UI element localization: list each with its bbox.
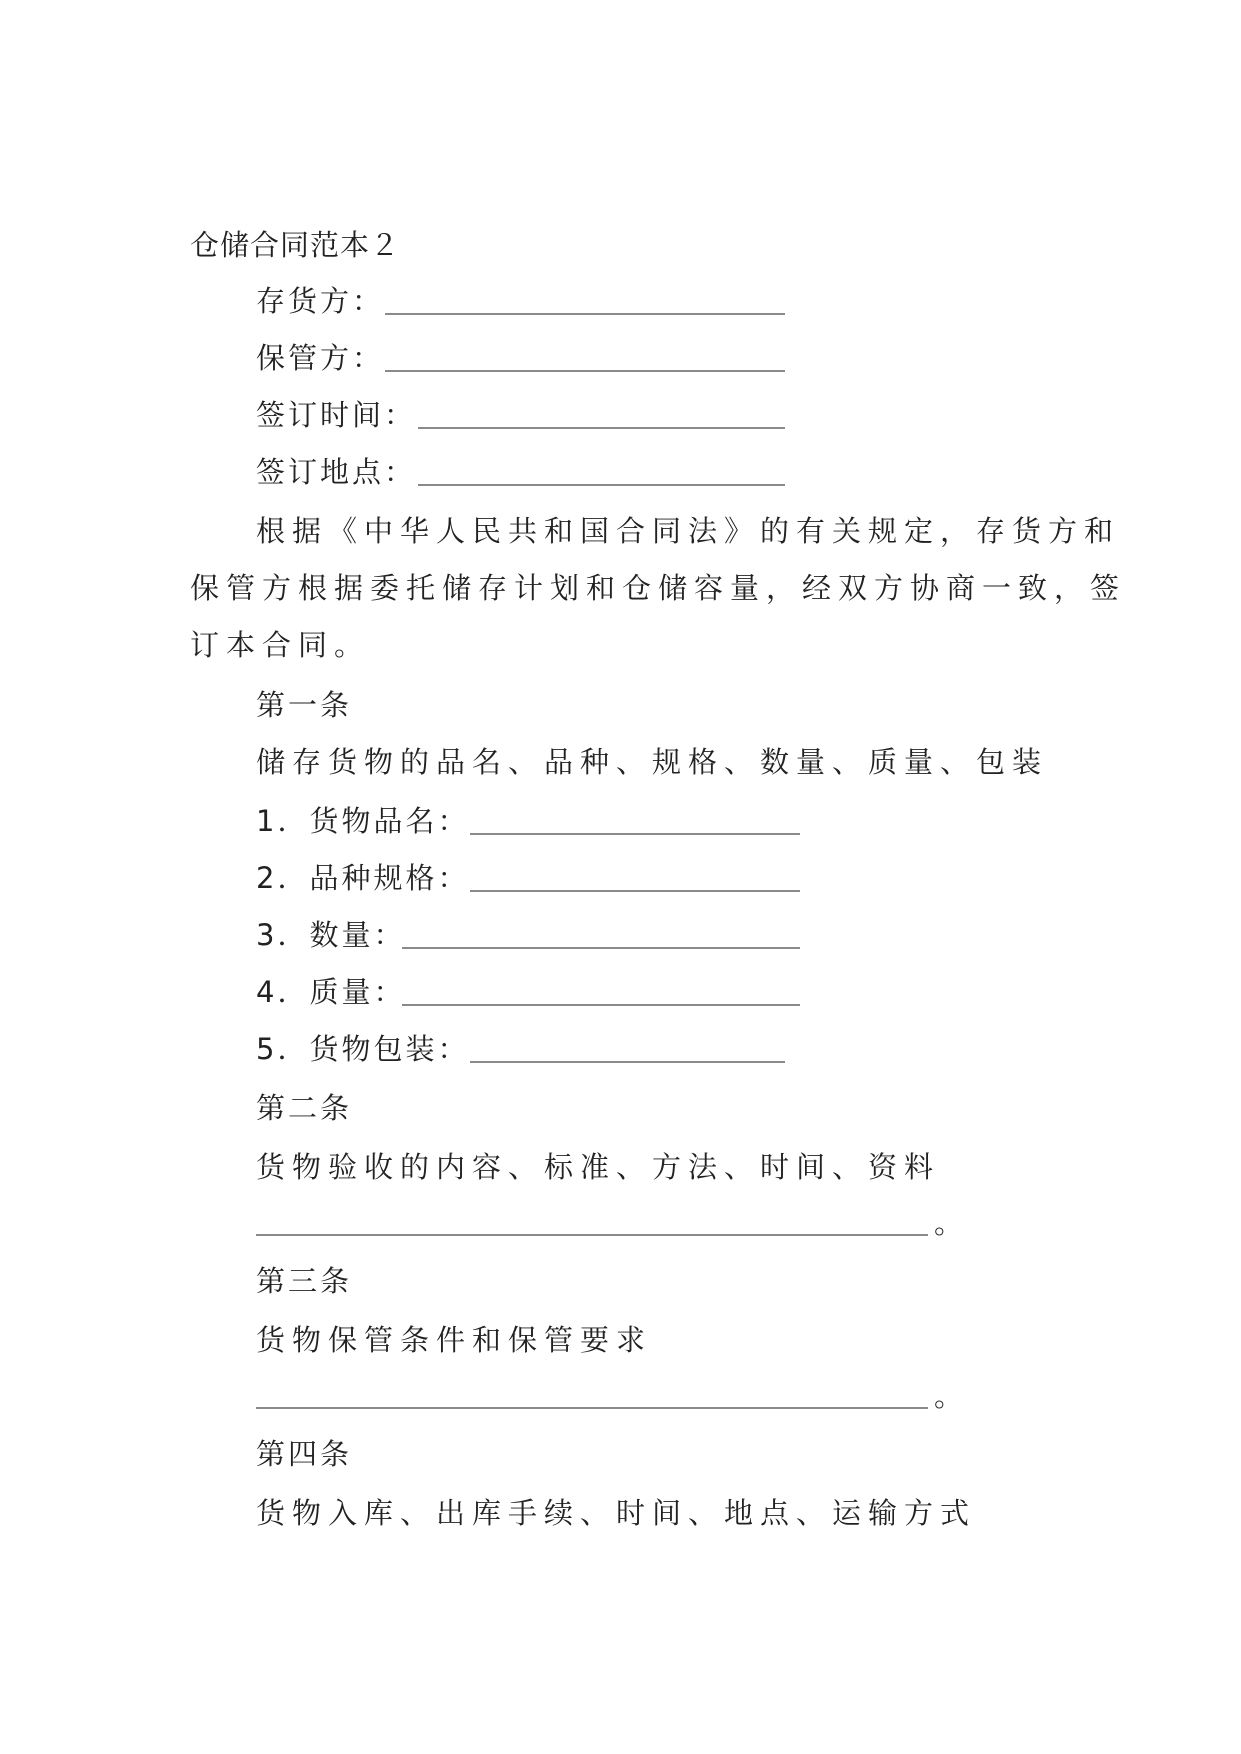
depositor-blank[interactable]: [385, 313, 785, 315]
article1-item-2: 2．品种规格：: [256, 861, 470, 895]
article1-text: 储存货物的品名、品种、规格、数量、质量、包装: [256, 745, 1049, 779]
article1-item-3: 3．数量：: [256, 918, 406, 952]
item-5-blank[interactable]: [470, 1061, 785, 1063]
article3-blank[interactable]: [256, 1407, 928, 1409]
custodian-blank[interactable]: [385, 370, 785, 372]
article4-text: 货物入库、出库手续、时间、地点、运输方式: [256, 1496, 977, 1530]
item-3-blank[interactable]: [402, 947, 800, 949]
custodian-label: 保管方：: [256, 341, 385, 375]
sign-place-label: 签订地点：: [256, 455, 417, 489]
article1-heading: 第一条: [256, 688, 353, 722]
article2-text: 货物验收的内容、标准、方法、时间、资料: [256, 1150, 941, 1184]
article1-item-1: 1．货物品名：: [256, 804, 470, 838]
article3-text: 货物保管条件和保管要求: [256, 1323, 653, 1357]
article3-period: 。: [934, 1379, 964, 1413]
article2-period: 。: [934, 1206, 964, 1240]
item-4-blank[interactable]: [402, 1004, 800, 1006]
sign-place-blank[interactable]: [418, 484, 785, 486]
article1-item-5: 5．货物包装：: [256, 1032, 470, 1066]
article2-heading: 第二条: [256, 1091, 353, 1125]
depositor-label: 存货方：: [256, 284, 385, 318]
intro-line-2: 保管方根据委托储存计划和仓储容量，经双方协商一致，签: [190, 571, 1127, 605]
document-title: 仓储合同范本２: [190, 228, 401, 262]
item-2-blank[interactable]: [470, 890, 800, 892]
article1-item-4: 4．质量：: [256, 975, 406, 1009]
intro-line-1: 根据《中华人民共和国合同法》的有关规定，存货方和: [256, 514, 1121, 548]
sign-time-blank[interactable]: [418, 427, 785, 429]
article2-blank[interactable]: [256, 1234, 928, 1236]
article4-heading: 第四条: [256, 1437, 353, 1471]
sign-time-label: 签订时间：: [256, 398, 417, 432]
article3-heading: 第三条: [256, 1264, 353, 1298]
intro-line-3: 订本合同。: [190, 628, 371, 662]
item-1-blank[interactable]: [470, 833, 800, 835]
